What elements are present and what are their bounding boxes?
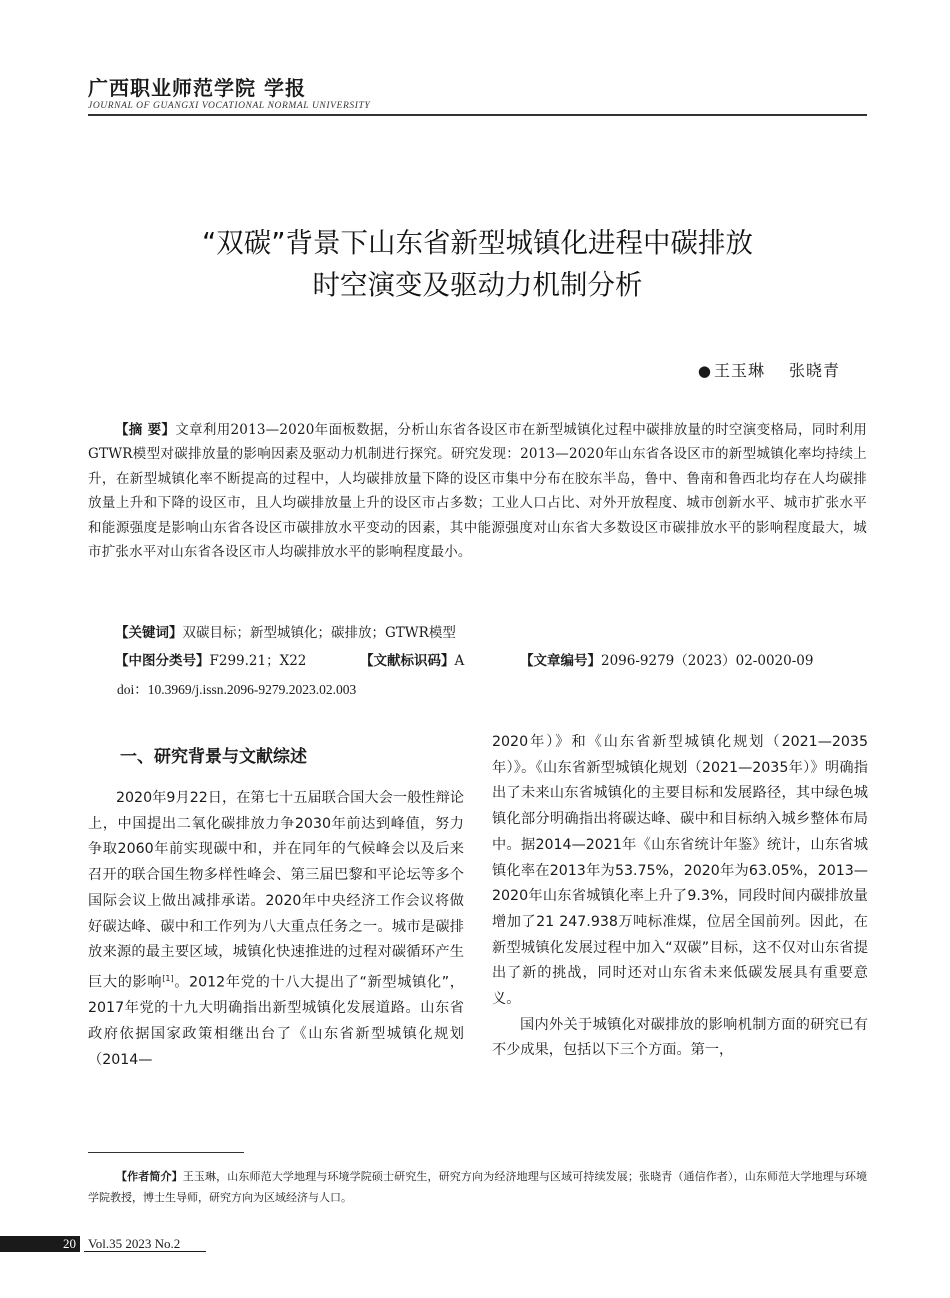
journal-name-en: JOURNAL OF GUANGXI VOCATIONAL NORMAL UNIVERSITY	[88, 101, 371, 111]
citation-ref[interactable]: [1]	[162, 973, 174, 983]
journal-name-cn: 广西职业师范学院 学报	[88, 76, 306, 100]
author-bullet-icon: ●	[697, 362, 712, 380]
article-no-label: 【文章编号】	[520, 653, 601, 669]
author-2: 张晓青	[788, 361, 840, 380]
title-line-1: “双碳”背景下山东省新型城镇化进程中碳排放	[202, 227, 753, 259]
clc-value: F299.21；X22	[209, 653, 307, 669]
keywords-text: 双碳目标；新型城镇化；碳排放；GTWR模型	[182, 625, 456, 641]
doc-code-value: A	[454, 653, 465, 669]
abstract	[88, 418, 867, 564]
paper-title	[88, 222, 867, 306]
section-heading: 一、研究背景与文献综述	[120, 747, 307, 767]
author-line	[698, 358, 840, 381]
header-rule	[88, 114, 867, 116]
footer-rule	[84, 1251, 206, 1252]
author-1: 王玉琳	[713, 361, 765, 380]
paragraph: 2020年）》和《山东省新型城镇化规划（2021—2035年）》。《山东省新型城镇化规划（2021—2035年）》明确指出了未来山东省城镇化的主要目标和发展路径，其中绿色城镇化部分明确指出将碳达峰、碳中和目标纳入城乡整体布局中。据2014—2021年《山东省统计年鉴》统计，山东省城镇化率在2013年为53.75%，2020年为63.05%，2013—2020年山东省城镇化率上升了9.3%，同段时间内碳排放量增加了21 247.938万吨标准煤，位居全国前列。因此，在新型城镇化发展过程中加入“双碳”目标，这不仅对山东省提出了新的挑战，同时还对山东省未来低碳发展具有重要意义。	[492, 734, 868, 1008]
clc-label: 【中图分类号】	[115, 653, 210, 669]
keywords-label: 【关键词】	[115, 625, 183, 641]
paragraph-text: 。2012年党的十八大提出了“新型城镇化”，2017年党的十九大明确指出新型城镇化发展道路。山东省政府依据国家政策相继出台了《山东省新型城镇化规划（2014—	[88, 974, 464, 1068]
footnote-rule	[88, 1152, 244, 1153]
footnote-text: 王玉琳，山东师范大学地理与环境学院硕士研究生，研究方向为经济地理与区域可持续发展；张晓青（通信作者），山东师范大学地理与环境学院教授，博士生导师，研究方向为区域经济与人口。	[88, 1170, 867, 1204]
classification-line	[115, 649, 867, 669]
paragraph	[88, 786, 464, 1073]
volume-info: Vol.35 2023 No.2	[88, 1236, 181, 1251]
body-column-right	[492, 730, 868, 1064]
abstract-label: 【摘 要】	[115, 422, 176, 438]
article-no-value: 2096-9279（2023）02-0020-09	[601, 653, 814, 669]
doc-code-label: 【文献标识码】	[360, 653, 455, 669]
page-number: 20	[0, 1236, 80, 1252]
keywords	[115, 621, 456, 641]
body-column-left	[88, 786, 464, 1073]
title-line-2: 时空演变及驱动力机制分析	[312, 269, 643, 301]
footnote-label: 【作者简介】	[116, 1170, 183, 1183]
abstract-text: 文章利用2013—2020年面板数据，分析山东省各设区市在新型城镇化过程中碳排放量的时空演变格局，同时利用GTWR模型对碳排放量的影响因素及驱动力机制进行探究。研究发现：2013—2020年山东省各设区市的新型城镇化率均持续上升，在新型城镇化率不断提高的过程中，人均碳排放量下降的设区市集中分布在胶东半岛，鲁中、鲁南和鲁西北均存在人均碳排放量上升和下降的设区市，且人均碳排放量上升的设区市占多数；工业人口占比、对外开放程度、城市创新水平、城市扩张水平和能源强度是影响山东省各设区市碳排放水平变动的因素，其中能源强度对山东省大多数设区市碳排放水平的影响程度最大，城市扩张水平对山东省各设区市人均碳排放水平的影响程度最小。	[88, 422, 868, 561]
doi: doi：10.3969/j.issn.2096-9279.2023.02.003	[117, 682, 357, 697]
paragraph-text: 2020年9月22日，在第七十五届联合国大会一般性辩论上，中国提出二氧化碳排放力争2030年前达到峰值，努力争取2060年前实现碳中和，并在同年的气候峰会以及后来召开的联合国生物多样性峰会、第三届巴黎和平论坛等多个国际会议上做出减排承诺。2020年中央经济工作会议将做好碳达峰、碳中和工作列为八大重点任务之一。城市是碳排放来源的最主要区域，城镇化快速推进的过程对碳循环产生巨大的影响	[88, 790, 464, 991]
paragraph: 国内外关于城镇化对碳排放的影响机制方面的研究已有不少成果，包括以下三个方面。第一，	[492, 1016, 868, 1059]
author-footnote	[88, 1166, 867, 1208]
